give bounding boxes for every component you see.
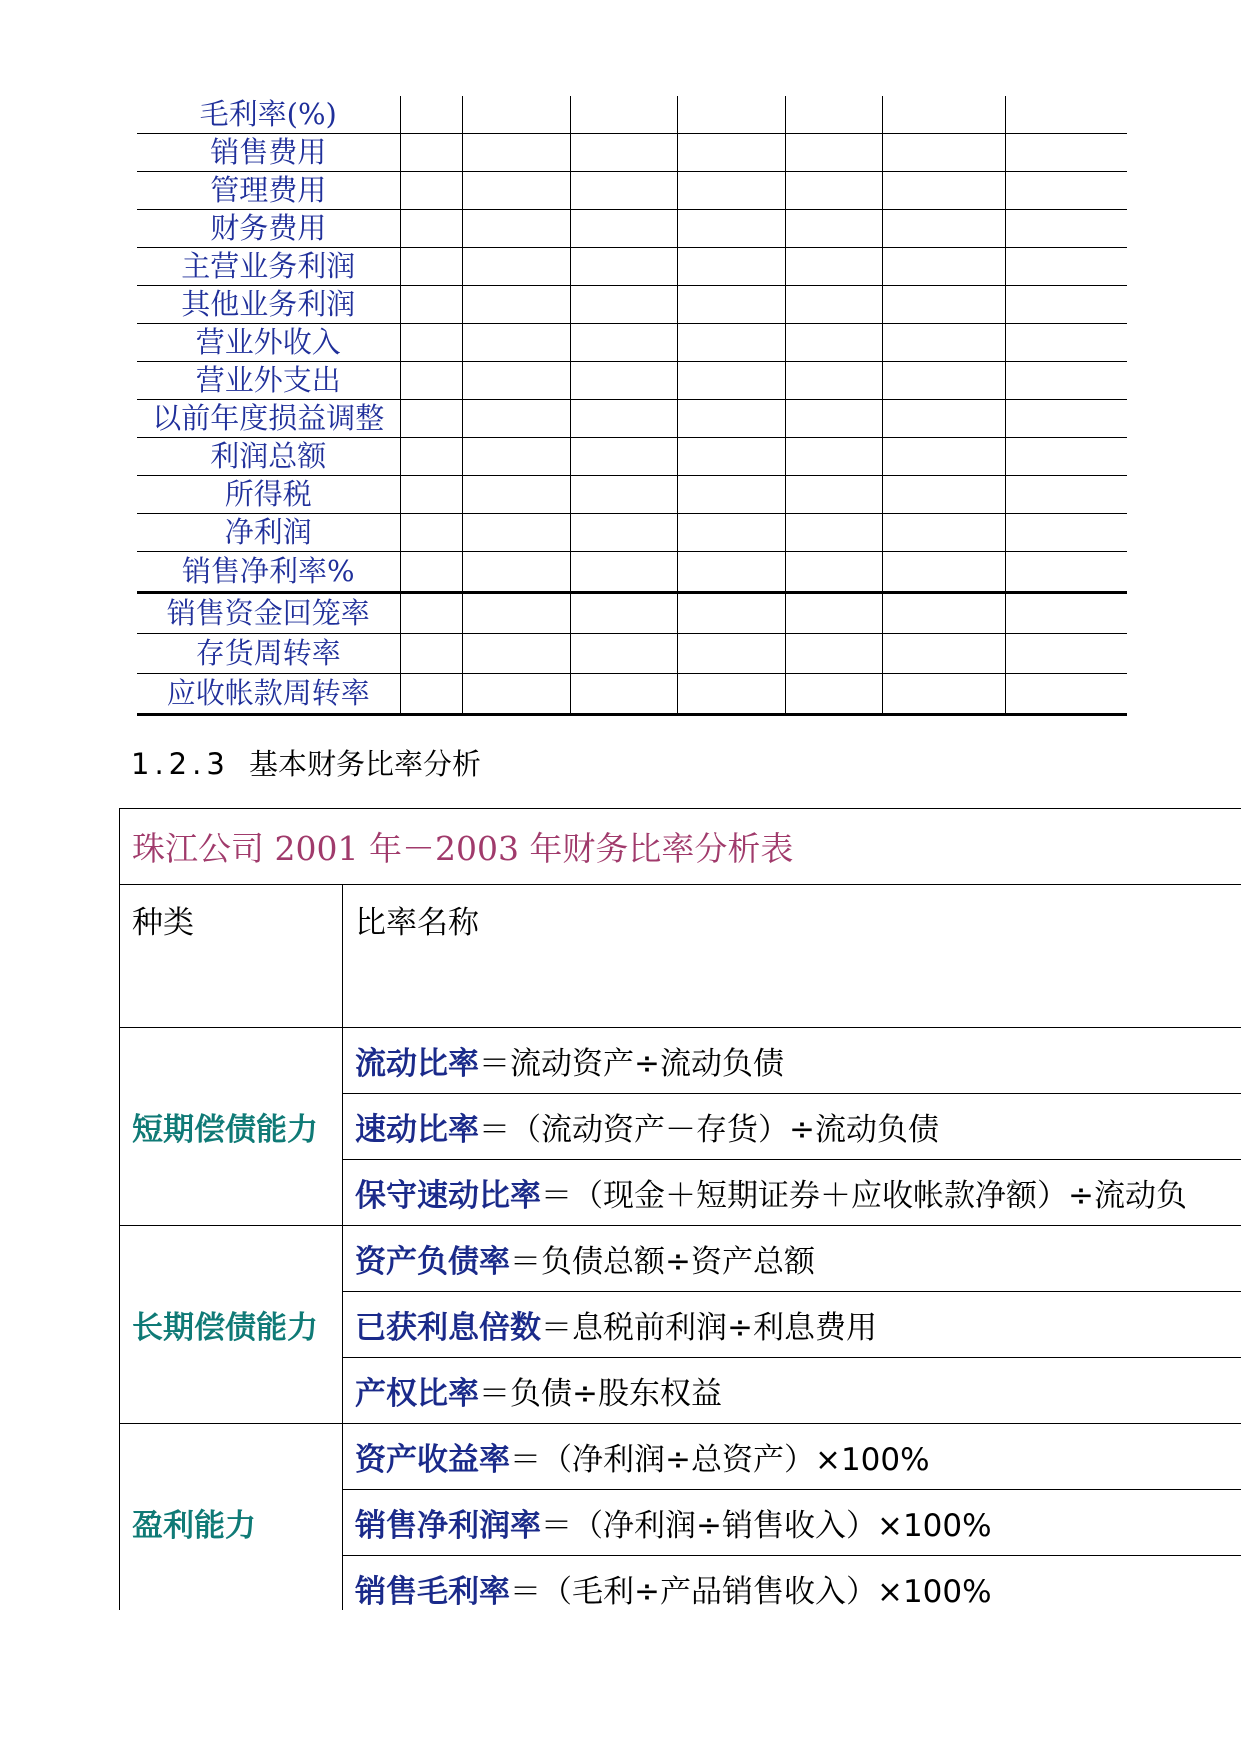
- table-cell: [677, 593, 785, 634]
- table-cell: [882, 210, 1005, 248]
- table-row: [137, 172, 1127, 210]
- table-cell: [785, 172, 882, 210]
- table-cell: [400, 400, 462, 438]
- table-cell: [677, 674, 785, 715]
- row-label: 主营业务利润: [137, 248, 400, 286]
- ratio-expression: ＝（毛利÷产品销售收入）×100%: [510, 1574, 992, 1610]
- ratio-expression: ＝流动资产÷流动负债: [479, 1046, 784, 1082]
- table-cell: [462, 514, 570, 552]
- table-cell: [570, 210, 677, 248]
- table-cell: [400, 96, 462, 134]
- table-row: [137, 286, 1127, 324]
- table-cell: [400, 514, 462, 552]
- table-row: [137, 438, 1127, 476]
- table-cell: [570, 400, 677, 438]
- table-cell: [785, 362, 882, 400]
- table-row: [137, 476, 1127, 514]
- table-cell: [882, 514, 1005, 552]
- ratio-name: 资产收益率: [355, 1442, 510, 1478]
- table-cell: [882, 134, 1005, 172]
- row-label: 管理费用: [137, 172, 400, 210]
- table-cell: [882, 286, 1005, 324]
- row-label: 存货周转率: [137, 634, 400, 674]
- table-cell: [462, 593, 570, 634]
- table-cell: [400, 476, 462, 514]
- table-cell: [785, 552, 882, 593]
- ratio-expression: ＝（净利润÷总资产）×100%: [510, 1442, 930, 1478]
- table-cell: [785, 593, 882, 634]
- ratio-expression: ＝息税前利润÷利息费用: [541, 1310, 877, 1346]
- table-caption: 珠江公司 2001 年－2003 年财务比率分析表: [120, 809, 1241, 885]
- table-cell: [677, 362, 785, 400]
- table-cell: [570, 476, 677, 514]
- table-cell: [570, 324, 677, 362]
- row-label: 毛利率(%): [137, 96, 400, 134]
- row-label: 销售净利率%: [137, 552, 400, 593]
- table-cell: [677, 438, 785, 476]
- row-label: 应收帐款周转率: [137, 674, 400, 715]
- table-row: [137, 593, 1127, 634]
- ratio-formula: [343, 1490, 1241, 1556]
- table-cell: [785, 134, 882, 172]
- table-cell: [785, 96, 882, 134]
- table-cell: [1005, 210, 1127, 248]
- table-cell: [677, 476, 785, 514]
- table-cell: [677, 552, 785, 593]
- ratio-expression: ＝负债总额÷资产总额: [510, 1244, 815, 1280]
- row-label: 其他业务利润: [137, 286, 400, 324]
- table-cell: [785, 634, 882, 674]
- table-cell: [1005, 552, 1127, 593]
- table-row: [120, 1028, 1241, 1094]
- table-cell: [882, 438, 1005, 476]
- ratio-expression: ＝负债÷股东权益: [479, 1376, 722, 1412]
- table-cell: [400, 134, 462, 172]
- header-category: 种类: [120, 885, 343, 1028]
- ratio-name: 产权比率: [355, 1376, 479, 1412]
- table-cell: [1005, 593, 1127, 634]
- table-cell: [677, 324, 785, 362]
- ratio-table-container: [119, 808, 1241, 1610]
- ratio-formula: [343, 1292, 1241, 1358]
- income-indicator-table: [137, 96, 1127, 716]
- table-row: [137, 552, 1127, 593]
- table-cell: [400, 172, 462, 210]
- ratio-name: 保守速动比率: [355, 1178, 541, 1214]
- table-cell: [400, 593, 462, 634]
- table-cell: [677, 96, 785, 134]
- row-label: 销售资金回笼率: [137, 593, 400, 634]
- table-row: [137, 210, 1127, 248]
- table-cell: [400, 674, 462, 715]
- table-row: [137, 362, 1127, 400]
- table-cell: [462, 172, 570, 210]
- table-cell: [677, 172, 785, 210]
- category-label: 短期偿债能力: [120, 1028, 343, 1226]
- table-cell: [462, 438, 570, 476]
- ratio-expression: ＝（现金＋短期证券＋应收帐款净额）÷流动负: [541, 1178, 1187, 1214]
- table-cell: [882, 362, 1005, 400]
- ratio-name: 已获利息倍数: [355, 1310, 541, 1346]
- table-cell: [785, 674, 882, 715]
- table-cell: [1005, 400, 1127, 438]
- ratio-formula: [343, 1226, 1241, 1292]
- table-cell: [462, 552, 570, 593]
- category-label: 长期偿债能力: [120, 1226, 343, 1424]
- table-row: [120, 1424, 1241, 1490]
- table-cell: [570, 286, 677, 324]
- table-cell: [677, 514, 785, 552]
- ratio-name: 销售净利润率: [355, 1508, 541, 1544]
- table-cell: [1005, 324, 1127, 362]
- table-cell: [400, 324, 462, 362]
- section-number: 1.2.3: [131, 747, 230, 781]
- table-cell: [882, 96, 1005, 134]
- ratio-formula: [343, 1358, 1241, 1424]
- table-cell: [785, 514, 882, 552]
- table-header-row: [120, 885, 1241, 1028]
- table-cell: [570, 172, 677, 210]
- table-cell: [570, 438, 677, 476]
- row-label: 营业外支出: [137, 362, 400, 400]
- table-cell: [570, 134, 677, 172]
- table-cell: [400, 362, 462, 400]
- table-cell: [785, 210, 882, 248]
- table-cell: [400, 210, 462, 248]
- table-cell: [677, 634, 785, 674]
- section-title: 基本财务比率分析: [249, 747, 482, 781]
- category-label: 盈利能力: [120, 1424, 343, 1611]
- ratio-formula: [343, 1424, 1241, 1490]
- ratio-formula: [343, 1094, 1241, 1160]
- table-cell: [1005, 438, 1127, 476]
- table-cell: [882, 476, 1005, 514]
- table-cell: [400, 248, 462, 286]
- row-label: 销售费用: [137, 134, 400, 172]
- ratio-name: 销售毛利率: [355, 1574, 510, 1610]
- row-label: 财务费用: [137, 210, 400, 248]
- table-cell: [400, 552, 462, 593]
- table-cell: [462, 362, 570, 400]
- table-cell: [570, 674, 677, 715]
- ratio-expression: ＝（流动资产－存货）÷流动负债: [479, 1112, 939, 1148]
- financial-ratio-table: [119, 808, 1241, 1610]
- table-cell: [785, 400, 882, 438]
- row-label: 净利润: [137, 514, 400, 552]
- table-row: [137, 514, 1127, 552]
- table-cell: [677, 286, 785, 324]
- table-cell: [1005, 514, 1127, 552]
- table-cell: [462, 400, 570, 438]
- table-cell: [462, 96, 570, 134]
- section-heading: [131, 742, 481, 783]
- table-cell: [400, 634, 462, 674]
- table-cell: [882, 634, 1005, 674]
- table-cell: [882, 552, 1005, 593]
- table-cell: [570, 634, 677, 674]
- table-cell: [882, 593, 1005, 634]
- table-row: [137, 248, 1127, 286]
- table-cell: [570, 362, 677, 400]
- table-cell: [882, 400, 1005, 438]
- table-cell: [882, 674, 1005, 715]
- table-row: [137, 634, 1127, 674]
- table-cell: [1005, 286, 1127, 324]
- table-cell: [1005, 362, 1127, 400]
- table-cell: [462, 634, 570, 674]
- header-ratio-name: 比率名称: [343, 885, 1241, 1028]
- table-cell: [462, 134, 570, 172]
- table-row: [120, 1226, 1241, 1292]
- table-cell: [785, 286, 882, 324]
- table-row: [137, 134, 1127, 172]
- table-row: [137, 400, 1127, 438]
- ratio-expression: ＝（净利润÷销售收入）×100%: [541, 1508, 992, 1544]
- table-cell: [1005, 634, 1127, 674]
- table-cell: [785, 248, 882, 286]
- table-cell: [882, 248, 1005, 286]
- ratio-name: 速动比率: [355, 1112, 479, 1148]
- row-label: 以前年度损益调整: [137, 400, 400, 438]
- row-label: 所得税: [137, 476, 400, 514]
- table-cell: [1005, 476, 1127, 514]
- ratio-formula: [343, 1028, 1241, 1094]
- table-cell: [677, 210, 785, 248]
- row-label: 营业外收入: [137, 324, 400, 362]
- table-row: [137, 96, 1127, 134]
- table-cell: [570, 593, 677, 634]
- table-cell: [677, 134, 785, 172]
- ratio-name: 流动比率: [355, 1046, 479, 1082]
- table-cell: [1005, 674, 1127, 715]
- table-cell: [570, 96, 677, 134]
- table-row: [137, 324, 1127, 362]
- table-cell: [785, 324, 882, 362]
- ratio-name: 资产负债率: [355, 1244, 510, 1280]
- table-cell: [462, 286, 570, 324]
- table-cell: [677, 248, 785, 286]
- table-cell: [462, 210, 570, 248]
- table-caption-row: [120, 809, 1241, 885]
- table-cell: [400, 286, 462, 324]
- table-cell: [882, 172, 1005, 210]
- table-cell: [785, 476, 882, 514]
- table-cell: [462, 674, 570, 715]
- table-cell: [1005, 134, 1127, 172]
- ratio-formula: [343, 1160, 1241, 1226]
- ratio-formula: [343, 1556, 1241, 1611]
- table-cell: [1005, 96, 1127, 134]
- table-cell: [400, 438, 462, 476]
- table-cell: [462, 248, 570, 286]
- table-cell: [677, 400, 785, 438]
- table-cell: [462, 476, 570, 514]
- table-cell: [462, 324, 570, 362]
- row-label: 利润总额: [137, 438, 400, 476]
- table-cell: [570, 552, 677, 593]
- table-cell: [570, 514, 677, 552]
- table-cell: [785, 438, 882, 476]
- table-cell: [1005, 172, 1127, 210]
- table-cell: [882, 324, 1005, 362]
- table-row: [137, 674, 1127, 715]
- table-cell: [570, 248, 677, 286]
- table-cell: [1005, 248, 1127, 286]
